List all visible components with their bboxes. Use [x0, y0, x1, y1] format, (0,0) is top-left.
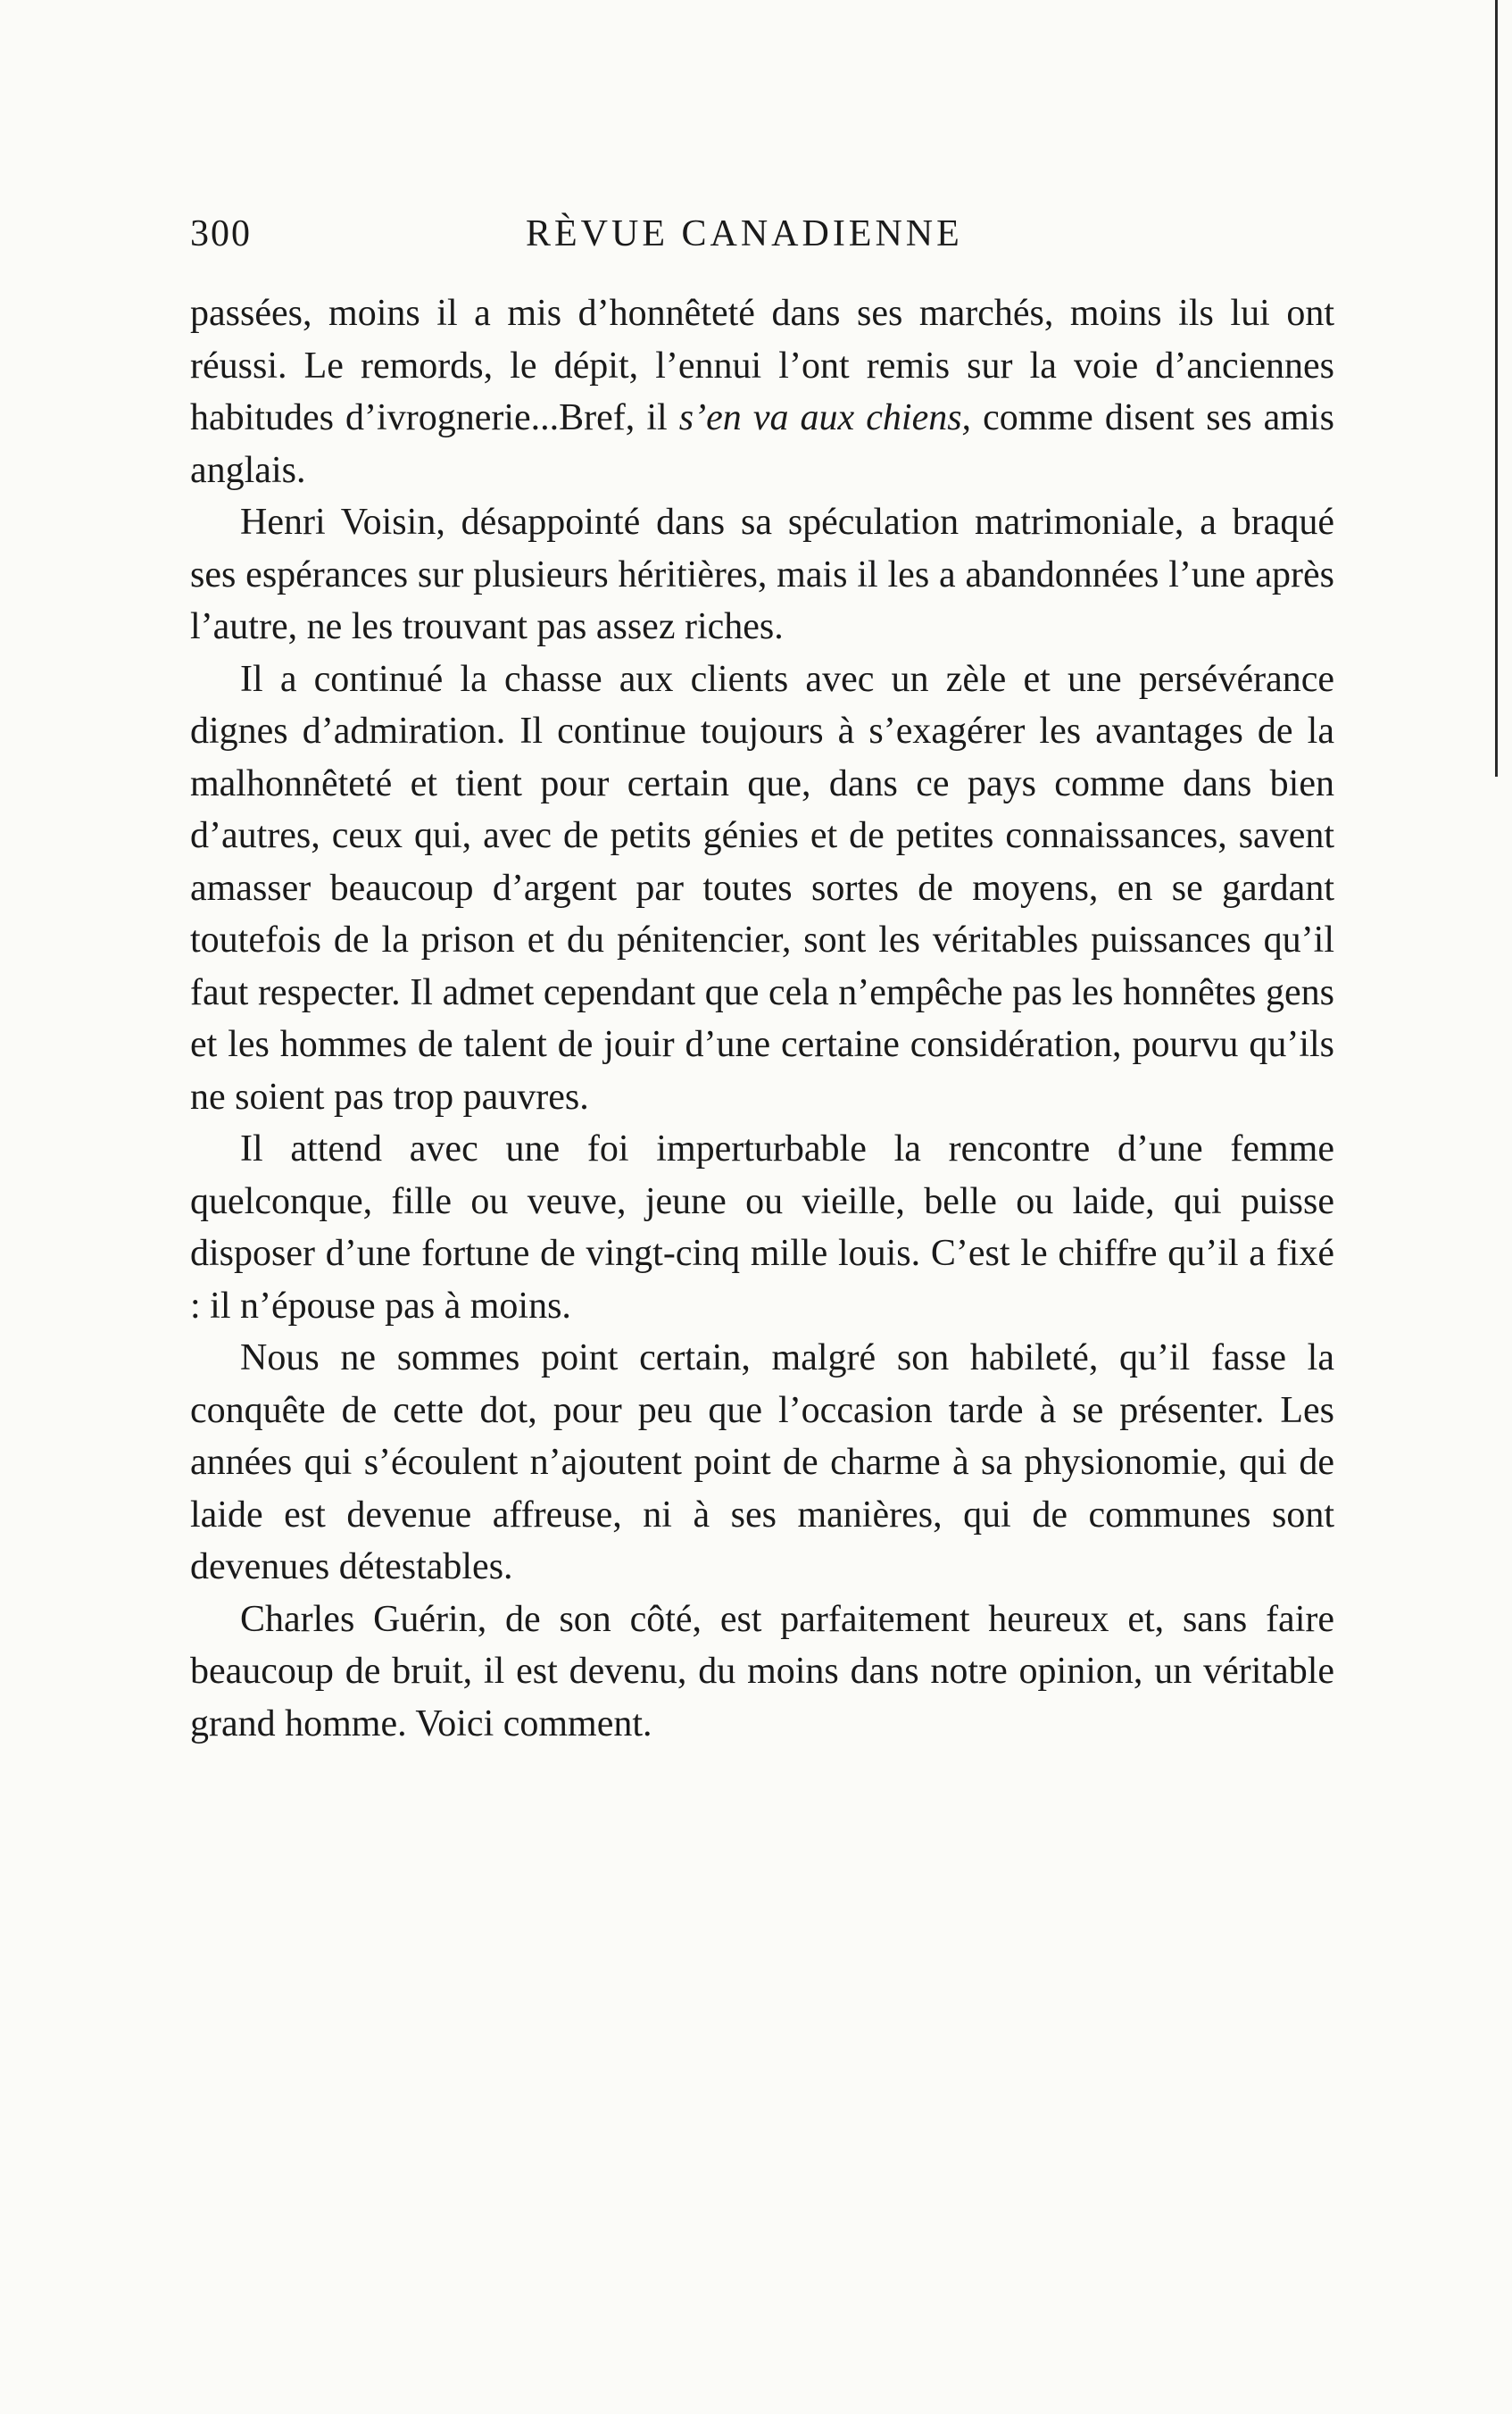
paragraph-1: [190, 287, 1334, 496]
paragraph-5: Nous ne sommes point certain, malgré son habileté, qu’il fasse la conquête de cette dot, pour peu que l’occasion tarde à se présenter. Les années qui s’écoulent n’ajoutent point de charme à sa physionomie, qui de laide est devenue affreuse, ni à ses manières, qui de communes sont devenues détestables.: [190, 1337, 1334, 1587]
paragraph-4: Il attend avec une foi imperturbable la rencontre d’une femme quelconque, fille ou veuve, jeune ou vieille, belle ou laide, qui puisse disposer d’une fortune de vingt-cinq mille louis. C’est le chiffre qu’il a fixé : il n’épouse pas à moins.: [190, 1128, 1334, 1327]
running-title: RÈVUE CANADIENNE: [526, 213, 963, 254]
paragraph-1-text: passées, moins il a mis d’honnêteté dans ses marchés, moins ils lui ont réussi. Le remords, le dépit, l’ennui l’ont remis sur la voie d’anciennes habitudes d’ivrognerie...Bref, il: [190, 293, 1334, 438]
body-text: [190, 287, 1334, 1750]
paragraph-2: Henri Voisin, désappointé dans sa spéculation matrimoniale, a braqué ses espérances sur plusieurs héritières, mais il les a abandonnées l’une après l’autre, ne les trouvant pas assez riches.: [190, 502, 1334, 647]
paragraph-1-text-end: comme disent ses amis anglais.: [190, 397, 1334, 491]
page-header: [190, 212, 1334, 266]
paragraph-3: Il a continué la chasse aux clients avec un zèle et une persévérance dignes d’admiration. Il continue toujours à s’exagérer les avantages de la malhonnêteté et tient pour certain que, dans ce pays comme dans bien d’autres, ceux qui, avec de petits génies et de petites connaissances, savent amasser beaucoup d’argent par toutes sortes de moyens, en se gardant toutefois de la prison et du pénitencier, sont les véritables puissances qu’il faut respecter. Il admet cependant que cela n’empêche pas les honnêtes gens et les hommes de talent de jouir d’une certaine considération, pourvu qu’ils ne soient pas trop pauvres.: [190, 658, 1334, 1118]
paragraph-1-italic: s’en va aux chiens,: [678, 397, 972, 438]
page-number: 300: [190, 213, 252, 254]
paragraph-6: Charles Guérin, de son côté, est parfaitement heureux et, sans faire beaucoup de bruit, il est devenu, du moins dans notre opinion, un véritable grand homme. Voici comment.: [190, 1598, 1334, 1744]
page-edge-rule: [1495, 0, 1498, 777]
